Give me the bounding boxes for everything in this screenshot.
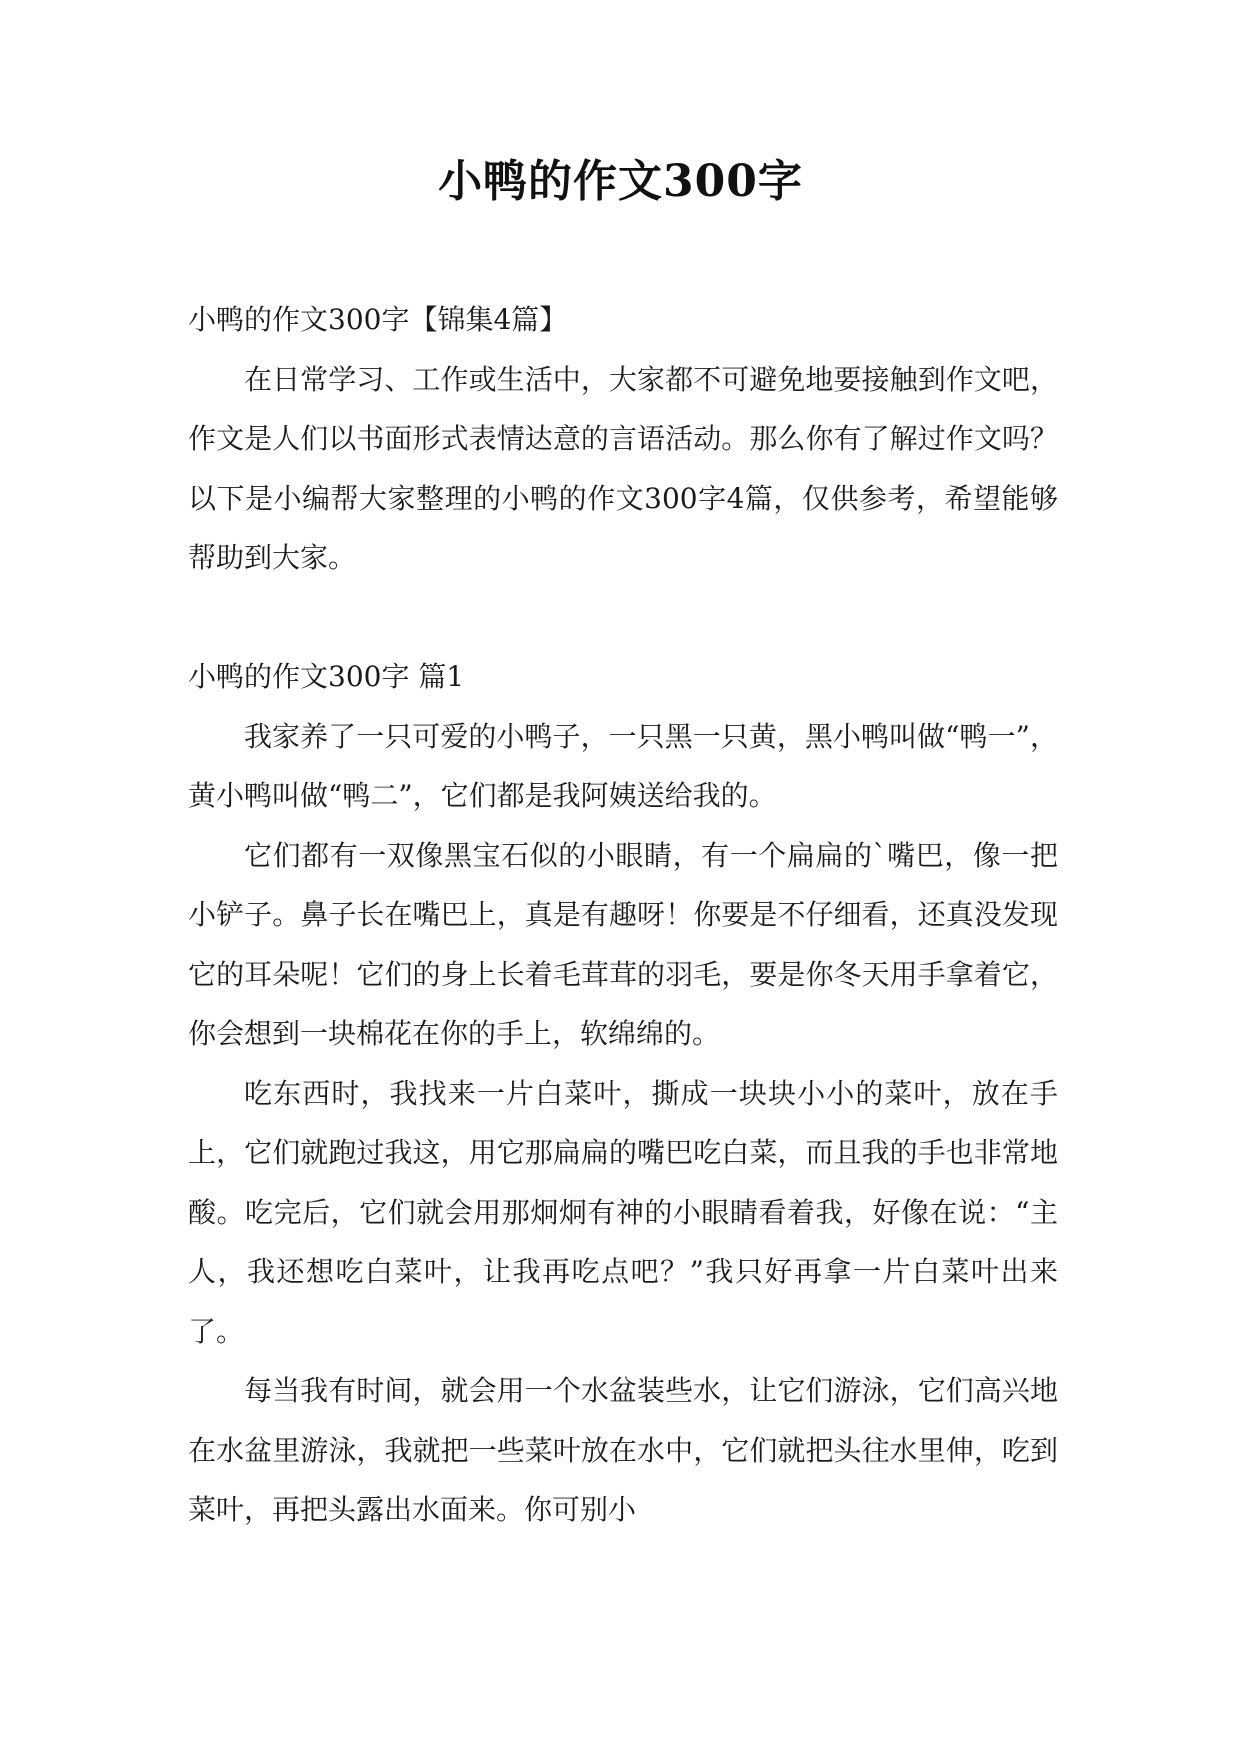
document-body — [188, 290, 1058, 1540]
section-spacer — [188, 588, 1058, 648]
body-paragraph: 每当我有时间，就会用一个水盆装些水，让它们游泳，它们高兴地在水盆里游泳，我就把一些菜叶放在水中，它们就把头往水里伸，吃到菜叶，再把头露出水面来。你可别小 — [188, 1374, 1058, 1526]
document-title: 小鸭的作文300字 — [438, 156, 803, 207]
body-paragraph: 吃东西时，我找来一片白菜叶，撕成一块块小小的菜叶，放在手上，它们就跑过我这，用它那扁扁的嘴巴吃白菜，而且我的手也非常地酸。吃完后，它们就会用那炯炯有神的小眼睛看着我，好像在说：“主人，我还想吃白菜叶，让我再吃点吧？”我只好再拿一片白菜叶出来了。 — [188, 1076, 1058, 1348]
body-paragraph: 它们都有一双像黑宝石似的小眼睛，有一个扁扁的`嘴巴，像一把小铲子。鼻子长在嘴巴上，真是有趣呀！你要是不仔细看，还真没发现它的耳朵呢！它们的身上长着毛茸茸的羽毛，要是你冬天用手拿着它，你会想到一块棉花在你的手上，软绵绵的。 — [188, 838, 1058, 1050]
collection-subtitle: 小鸭的作文300字【锦集4篇】 — [188, 303, 568, 336]
section-heading: 小鸭的作文300字 篇1 — [188, 660, 465, 693]
body-paragraph: 我家养了一只可爱的小鸭子，一只黑一只黄，黑小鸭叫做“鸭一”，黄小鸭叫做“鸭二”，它们都是我阿姨送给我的。 — [188, 719, 1058, 812]
intro-paragraph: 在日常学习、工作或生活中，大家都不可避免地要接触到作文吧，作文是人们以书面形式表情达意的言语活动。那么你有了解过作文吗？以下是小编帮大家整理的小鸭的作文300字4篇，仅供参考，希望能够帮助到大家。 — [188, 362, 1058, 574]
